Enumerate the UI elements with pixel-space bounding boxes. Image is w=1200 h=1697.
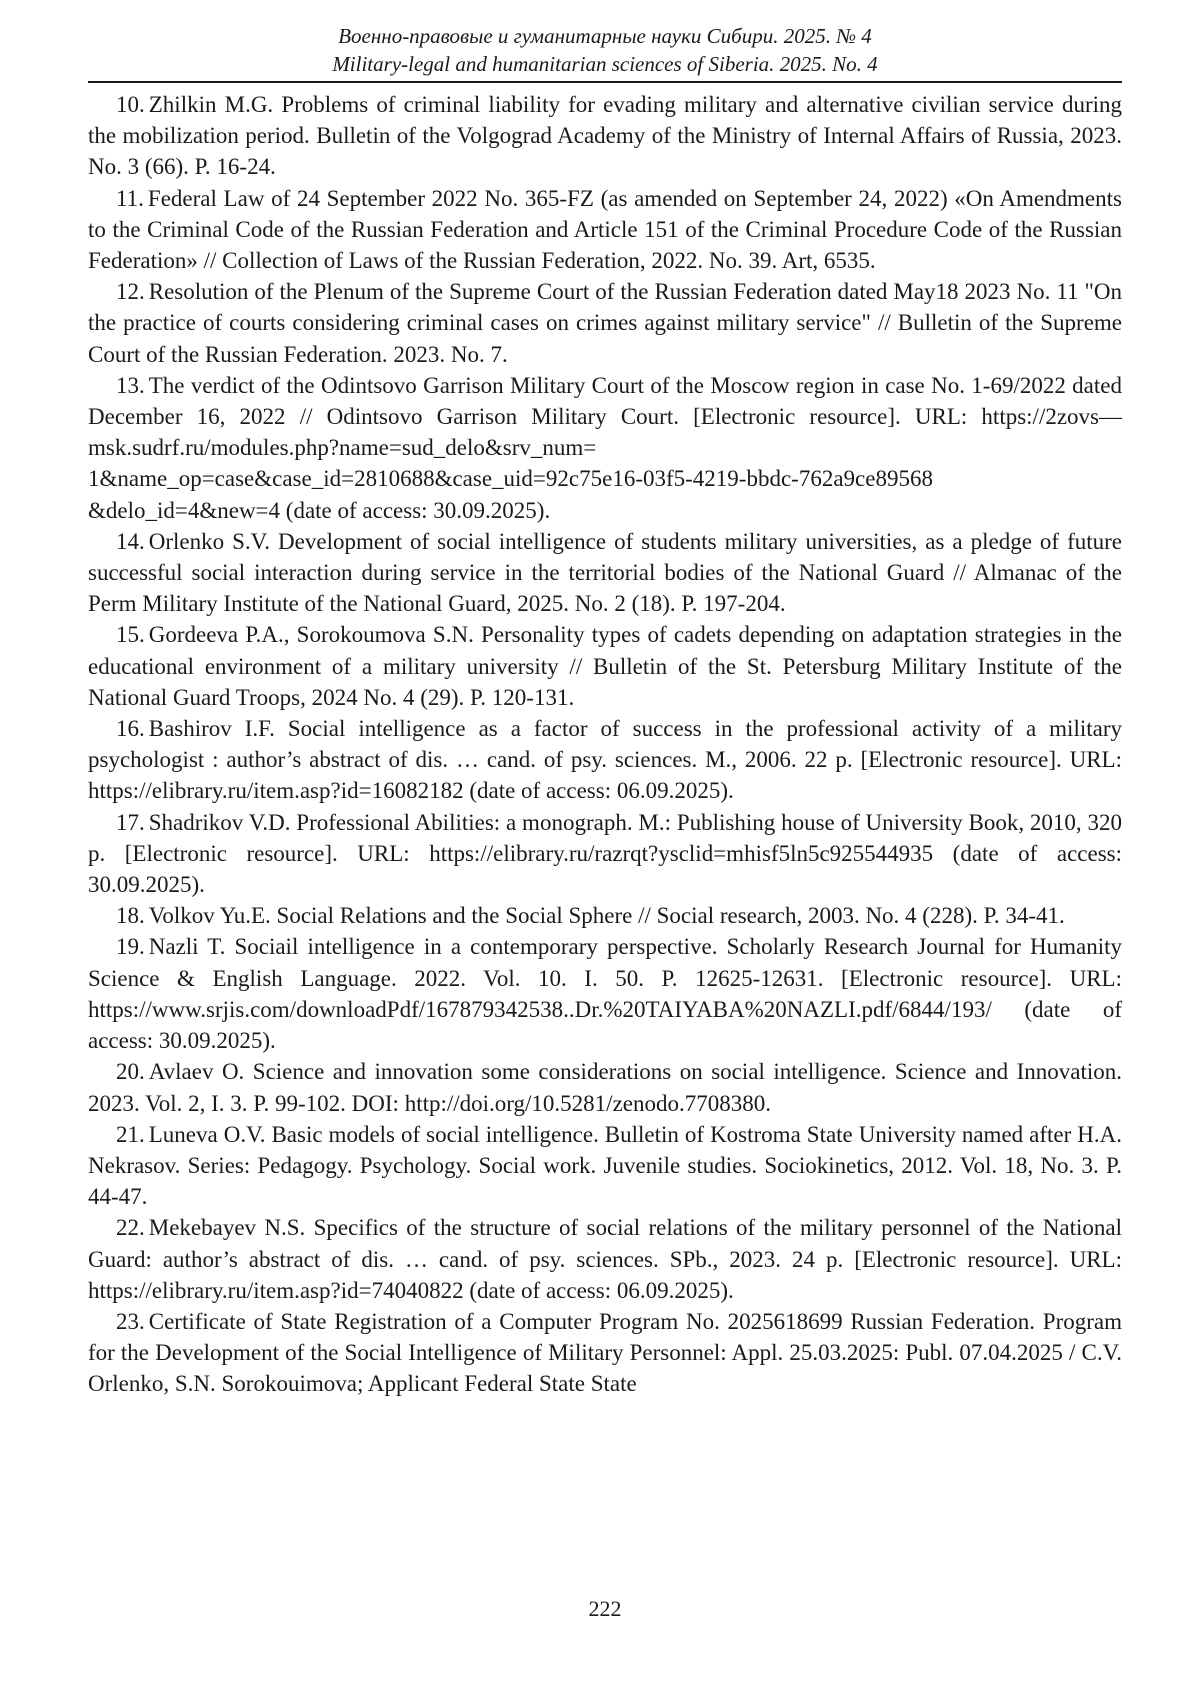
reference-item [88,713,1122,807]
reference-item [88,1119,1122,1213]
reference-text: Nazli T. Sociail intelligence in a contemporary perspective. Scholarly Research Journal for Humanity Science & English Language. 2022. Vol. 10. I. 50. P. 12625-12631. [Electronic resource]. URL: https://www.srjis.com/downloadPdf/167879342538..Dr.%20TAIYABA%20NAZLI.pdf/6844/193/ (date of access: 30.09.2025). [88,934,1122,1054]
header-divider [88,81,1122,83]
reference-text: Zhilkin M.G. Problems of criminal liability for evading military and alternative civilian service during the mobilization period. Bulletin of the Volgograd Academy of the Ministry of Internal Affairs of Russia, 2023. No. 3 (66). P. 16-24. [88,92,1122,180]
reference-item [88,276,1122,370]
reference-number: 20. [116,1059,145,1085]
reference-text: Luneva O.V. Basic models of social intelligence. Bulletin of Kostroma State University named after H.A. Nekrasov. Series: Pedagogy. Psychology. Social work. Juvenile studies. Sociokinetics, 2012. Vol. 18, No. 3. P. 44-47. [88,1121,1122,1210]
journal-page [88,0,1122,1697]
reference-item [88,370,1122,526]
header-title-en: Military-legal and humanitarian sciences of Siberia. 2025. No. 4 [332,52,878,76]
reference-text: Federal Law of 24 September 2022 No. 365-FZ (as amended on September 24, 2022) «On Amendments to the Criminal Code of the Russian Federation and Article 151 of the Criminal Procedure Code of the Russian Federation» // Collection of Laws of the Russian Federation, 2022. No. 39. Art, 6535. [88,185,1122,274]
reference-text: Resolution of the Plenum of the Supreme Court of the Russian Federation dated May18 2023 No. 11 "On the practice of courts considering criminal cases on crimes against military service" // Bulletin of the Supreme Court of the Russian Federation. 2023. No. 7. [88,279,1122,367]
reference-number: 10. [116,92,145,117]
reference-text: Shadrikov V.D. Professional Abilities: a monograph. M.: Publishing house of University Book, 2010, 320 p. [Electronic resource]. URL: https://elibrary.ru/razrqt?ysclid=mhisf5ln5c925544935 (date of access: 30.09.2025). [88,809,1122,898]
reference-item [88,1306,1122,1400]
reference-number: 12. [116,279,145,305]
reference-item [88,1212,1122,1306]
reference-item [88,931,1122,1056]
reference-text: Avlaev O. Science and innovation some considerations on social intelligence. Science and Innovation. 2023. Vol. 2, I. 3. P. 99-102. DOI: http://doi.org/10.5281/zenodo.7708380. [88,1059,1122,1116]
reference-item [88,619,1122,713]
reference-number: 19. [116,934,145,960]
reference-item [88,900,1122,931]
reference-text: Bashirov I.F. Social intelligence as a factor of success in the professional activity of a military psychologist : author’s abstract of dis. … cand. of psy. sciences. M., 2006. 22 p. [Electronic resource]. URL: https://elibrary.ru/item.asp?id=16082182 (date of access: 06.09.2025). [88,716,1122,804]
reference-text: Mekebayev N.S. Specifics of the structure of social relations of the military personnel of the National Guard: author’s abstract of dis. … cand. of psy. sciences. SPb., 2023. 24 p. [Electronic resource]. URL: https://elibrary.ru/item.asp?id=74040822 (date of access: 06.09.2025). [88,1215,1122,1303]
reference-number: 23. [116,1308,145,1334]
reference-number: 11. [116,185,144,211]
reference-text: Orlenko S.V. Development of social intelligence of students military universities, as a pledge of future successful social interaction during service in the territorial bodies of the National Guard // Almanac of the Perm Military Institute of the National Guard, 2025. No. 2 (18). P. 197-204. [88,528,1122,617]
reference-item [88,526,1122,620]
running-header [88,0,1122,78]
reference-item [88,89,1122,183]
reference-item [88,807,1122,901]
page-number: 222 [588,1596,622,1621]
reference-number: 16. [116,716,145,742]
reference-item [88,183,1122,277]
reference-text: Certificate of State Registration of a Computer Program No. 2025618699 Russian Federation. Program for the Development of the Social Intelligence of Military Personnel: Appl. 25.03.2025: Publ. 07.04.2025 / C.V. Orlenko, S.N. Sorokouimova; Applicant Federal State State [88,1308,1122,1397]
reference-number: 14. [116,528,145,554]
header-title-ru: Военно-правовые и гуманитарные науки Сибири. 2025. № 4 [338,24,872,48]
reference-item [88,1056,1122,1118]
reference-list [88,89,1122,1400]
reference-text: The verdict of the Odintsovo Garrison Military Court of the Moscow region in case No. 1-69/2022 dated December 16, 2022 // Odintsovo Garrison Military Court. [Electronic resource]. URL: https://2zovs—msk.sudrf.ru/modules.php?name=sud_delo&srv_num= 1&name_op=case&case_id=2810688&case_uid=92c75e16-03f5-4219-bbdc-762a9ce89568 &delo_id=4&new=4 (date of access: 30.09.2025). [88,372,1122,523]
reference-text: Volkov Yu.E. Social Relations and the Social Sphere // Social research, 2003. No. 4 (228). P. 34-41. [148,903,1065,929]
reference-number: 15. [116,622,145,648]
reference-number: 18. [116,903,145,929]
reference-number: 13. [116,372,145,398]
reference-number: 17. [116,809,145,835]
reference-text: Gordeeva P.A., Sorokoumova S.N. Personality types of cadets depending on adaptation strategies in the educational environment of a military university // Bulletin of the St. Petersburg Military Institute of the National Guard Troops, 2024 No. 4 (29). P. 120-131. [88,622,1122,710]
reference-number: 21. [116,1121,145,1147]
reference-number: 22. [116,1215,145,1241]
